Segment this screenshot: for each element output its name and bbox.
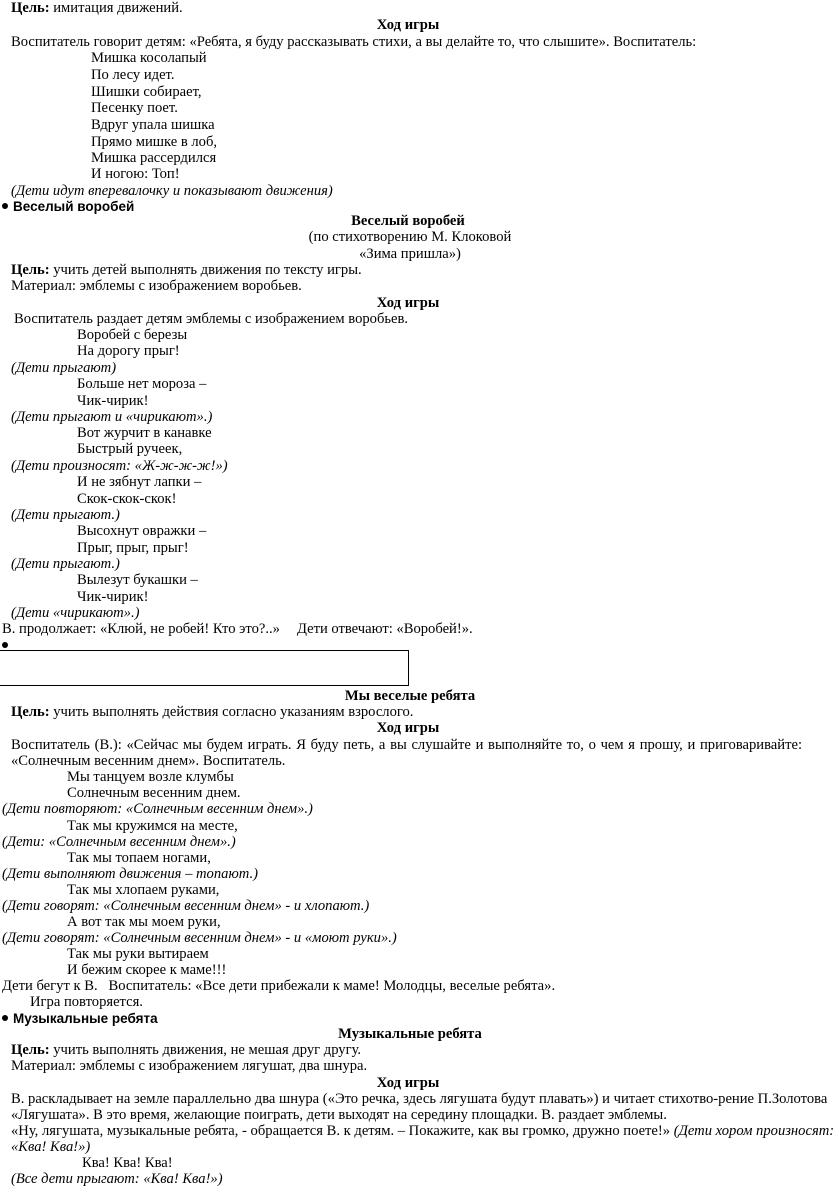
game-title: Мы веселые ребята xyxy=(344,688,476,704)
verse-line: Так мы топаем ногами, xyxy=(67,850,211,866)
verse-line: Ква! Ква! Ква! xyxy=(82,1155,173,1171)
intro-text: Воспитатель говорит детям: «Ребята, я буду рассказывать стихи, а вы делайте то, что слышите». Воспитатель: xyxy=(11,34,697,50)
verse-line: По лесу идет. xyxy=(91,67,175,83)
goal-line xyxy=(11,704,413,721)
closing-answer: Дети отвечают: «Воробей!». xyxy=(296,621,473,637)
bullet-item xyxy=(2,1010,158,1027)
verse-line: Мишка рассердился xyxy=(91,150,217,166)
paragraph-line: «Лягушата». В это время, желающие поиграть, дети выходят на середину площадки. В. раздает эмблемы. xyxy=(11,1107,667,1123)
stage-note: (Дети: «Солнечным весенним днем».) xyxy=(2,834,236,850)
verse-line: Мы танцуем возле клумбы xyxy=(67,769,234,785)
verse-line: На дорогу прыг! xyxy=(77,343,180,359)
closing-line: Игра повторяется. xyxy=(30,994,143,1010)
goal-line xyxy=(11,262,362,279)
goal-label: Цель: xyxy=(11,262,50,278)
stage-note: (Дети прыгают.) xyxy=(11,507,120,523)
bullet-icon xyxy=(2,642,8,648)
stage-note: (Дети прыгают и «чирикают».) xyxy=(11,409,213,425)
verse-line: Вылезут букашки – xyxy=(77,572,198,588)
section-heading: Ход игры xyxy=(376,1075,440,1091)
closing-question: В. продолжает: «Клюй, не робей! Кто это?..» xyxy=(2,621,280,637)
verse-line: Высохнут овражки – xyxy=(77,523,207,539)
verse-line: Больше нет мороза – xyxy=(77,376,207,392)
verse-line: И не зябнут лапки – xyxy=(77,474,202,490)
goal-line xyxy=(11,0,183,17)
game-subtitle: «Зима пришла») xyxy=(359,246,461,262)
bullet-icon xyxy=(2,203,8,209)
goal-label: Цель: xyxy=(11,0,50,16)
goal-label: Цель: xyxy=(11,704,50,720)
paragraph-text: «Ну, лягушата, музыкальные ребята, - обращается В. к детям. – Покажите, как вы громко, дружно поете!» xyxy=(11,1123,671,1139)
section-heading: Ход игры xyxy=(376,295,440,311)
intro-text: «Солнечным весенним днем». Воспитатель. xyxy=(11,753,286,769)
bullet-title: Веселый воробей xyxy=(13,199,135,214)
goal-label: Цель: xyxy=(11,1042,50,1058)
goal-text: имитация движений. xyxy=(49,0,183,16)
stage-note: (Дети «чирикают».) xyxy=(11,605,140,621)
verse-line: Солнечным весенним днем. xyxy=(67,785,241,801)
verse-line: Воробей с березы xyxy=(77,327,188,343)
verse-line: Чик-чирик! xyxy=(77,393,149,409)
goal-text: учить выполнять действия согласно указаниям взрослого. xyxy=(49,704,414,720)
stage-note: (Дети прыгают.) xyxy=(11,556,120,572)
game-subtitle: (по стихотворению М. Клоковой xyxy=(308,229,512,245)
verse-line: И бежим скорее к маме!!! xyxy=(67,962,227,978)
verse-line: Вдруг упала шишка xyxy=(91,117,215,133)
verse-line: Чик-чирик! xyxy=(77,589,149,605)
verse-line: Вот журчит в канавке xyxy=(77,425,212,441)
verse-line: Скок-скок-скок! xyxy=(77,491,177,507)
verse-line: Мишка косолапый xyxy=(91,50,207,66)
verse-line: Прямо мишке в лоб, xyxy=(91,134,218,150)
verse-line: Песенку поет. xyxy=(91,100,178,116)
intro-text: Воспитатель раздает детям эмблемы с изображением воробьев. xyxy=(14,311,409,327)
verse-line: Шишки собирает, xyxy=(91,84,202,100)
bullet-title: Музыкальные ребята xyxy=(13,1011,158,1026)
closing-line: Дети бегут к В. Воспитатель: «Все дети прибежали к маме! Молодцы, веселые ребята». xyxy=(2,978,556,994)
stage-note: (Дети повторяют: «Солнечным весенним днем».) xyxy=(2,801,313,817)
stage-note: (Дети говорят: «Солнечным весенним днем» - и хлопают.) xyxy=(2,898,370,914)
verse-line: Так мы руки вытираем xyxy=(67,946,209,962)
material-line: Материал: эмблемы с изображением лягушат, два шнура. xyxy=(11,1058,368,1074)
stage-note: (Дети хором произносят: xyxy=(670,1123,834,1139)
bullet-icon xyxy=(2,1015,8,1021)
verse-line: Так мы хлопаем руками, xyxy=(67,882,220,898)
stage-note: «Ква! Ква!») xyxy=(11,1139,91,1155)
game-title: Музыкальные ребята xyxy=(338,1026,482,1042)
section-heading: Ход игры xyxy=(376,17,440,33)
stage-note: (Дети произносят: «Ж-ж-ж-ж!») xyxy=(11,458,228,474)
verse-line: Быстрый ручеек, xyxy=(77,441,183,457)
material-line: Материал: эмблемы с изображением воробьев. xyxy=(11,278,302,294)
goal-line xyxy=(11,1042,361,1059)
paragraph-line: В. раскладывает на земле параллельно два шнура («Это речка, здесь лягушата будут плавать») и читает стихотво-рение П.Золотова xyxy=(11,1091,828,1107)
goal-text: учить детей выполнять движения по тексту игры. xyxy=(49,262,362,278)
closing-line xyxy=(2,621,473,638)
verse-line: Так мы кружимся на месте, xyxy=(67,818,238,834)
verse-line: Прыг, прыг, прыг! xyxy=(77,540,189,556)
intro-text: Воспитатель (В.): «Сейчас мы будем играть. Я буду петь, а вы слушайте и выполняйте то, о чем я прошу, и приговаривайте: xyxy=(11,737,802,753)
stage-note: (Дети идут вперевалочку и показывают движения) xyxy=(11,183,333,199)
verse-line: И ногою: Топ! xyxy=(91,166,180,182)
stage-note: (Дети говорят: «Солнечным весенним днем» - и «моют руки».) xyxy=(2,930,397,946)
goal-text: учить выполнять движения, не мешая друг другу. xyxy=(49,1042,362,1058)
stage-note: (Дети выполняют движения – топают.) xyxy=(2,866,258,882)
verse-line: А вот так мы моем руки, xyxy=(67,914,221,930)
stage-note: (Все дети прыгают: «Ква! Ква!») xyxy=(11,1171,223,1187)
stage-note: (Дети прыгают) xyxy=(11,360,117,376)
paragraph-line xyxy=(11,1123,834,1140)
empty-frame xyxy=(0,650,409,686)
game-title: Веселый воробей xyxy=(351,213,465,229)
section-heading: Ход игры xyxy=(376,720,440,736)
